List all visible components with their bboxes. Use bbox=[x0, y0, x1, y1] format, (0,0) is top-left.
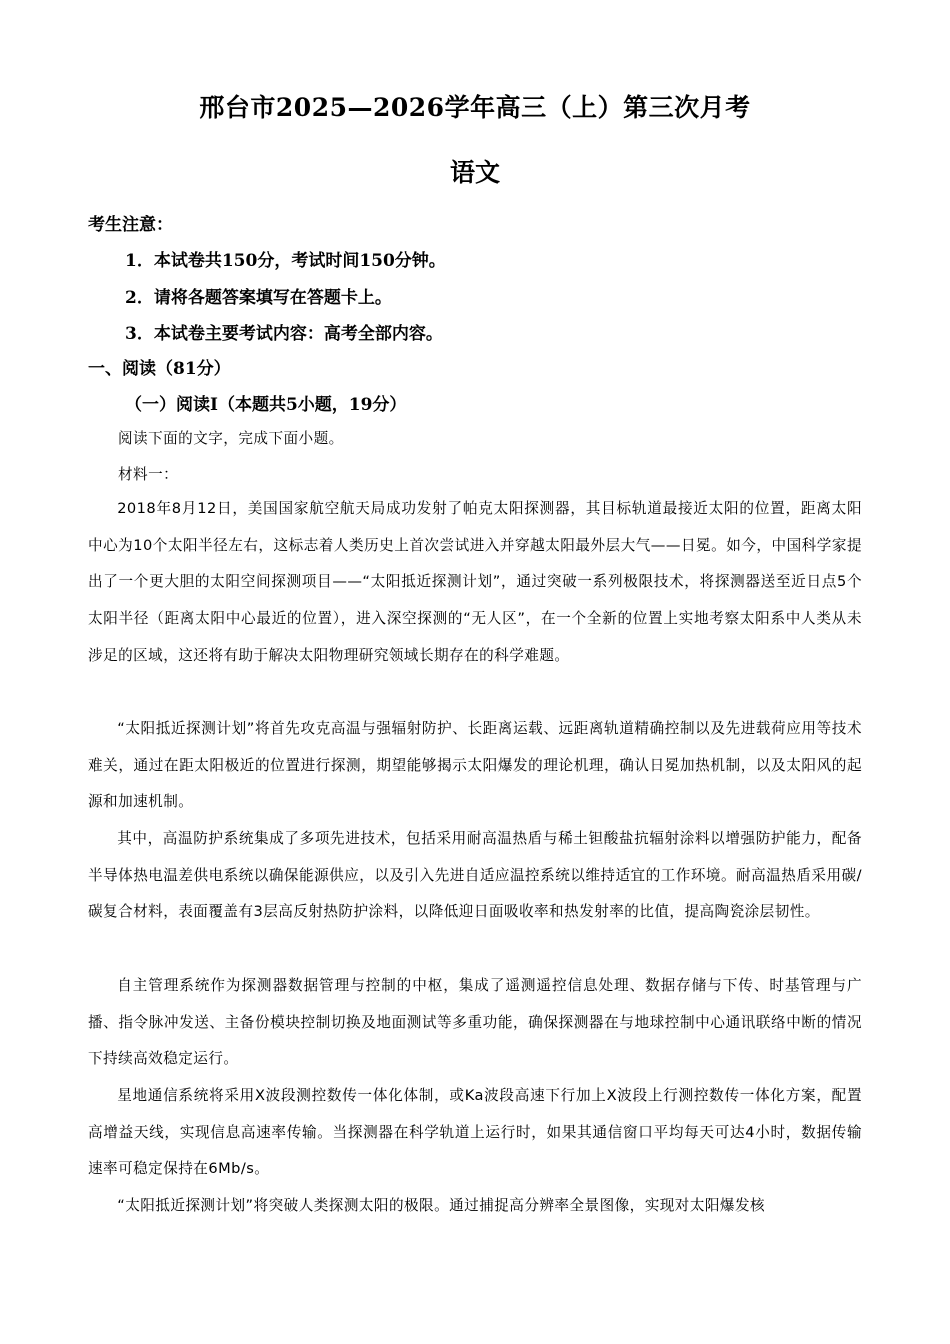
notice-item-3: 3．本试卷主要考试内容：高考全部内容。 bbox=[125, 324, 443, 344]
notice-item-1: 1．本试卷共150分，考试时间150分钟。 bbox=[125, 251, 446, 271]
paragraph-3: 其中，高温防护系统集成了多项先进技术，包括采用耐高温热盾与稀土钽酸盐抗辐射涂料以增强防护能力，配备半导体热电温差供电系统以确保能源供应，以及引入先进自适应温控系统以维持适宜的工作环境。耐高温热盾采用碳/碳复合材料，表面覆盖有3层高反射热防护涂料，以降低迎日面吸收率和热发射率的比值，提高陶瓷涂层韧性。 bbox=[88, 830, 862, 921]
paragraph-4: 自主管理系统作为探测器数据管理与控制的中枢，集成了遥测遥控信息处理、数据存储与下传、时基管理与广播、指令脉冲发送、主备份模块控制切换及地面测试等多重功能，确保探测器在与地球控制中心通讯联络中断的情况下持续高效稳定运行。 bbox=[88, 977, 862, 1068]
material-label: 材料一： bbox=[118, 466, 179, 483]
paragraph-2: “太阳抵近探测计划”将首先攻克高温与强辐射防护、长距离运载、远距离轨道精确控制以及先进载荷应用等技术难关，通过在距太阳极近的位置进行探测，期望能够揭示太阳爆发的理论机理，确认日冕加热机制，以及太阳风的起源和加速机制。 bbox=[88, 720, 862, 811]
exam-title: 邢台市2025—2026学年高三（上）第三次月考 bbox=[199, 93, 751, 122]
notice-heading: 考生注意： bbox=[88, 215, 173, 235]
section-heading: 一、阅读（81分） bbox=[88, 359, 231, 379]
paragraph-6: “太阳抵近探测计划”将突破人类探测太阳的极限。通过捕捉高分辨率全景图像，实现对太阳爆发核 bbox=[117, 1197, 766, 1214]
instruction-text: 阅读下面的文字，完成下面小题。 bbox=[118, 430, 344, 447]
notice-item-2: 2．请将各题答案填写在答题卡上。 bbox=[125, 288, 392, 308]
paragraph-1: 2018年8月12日，美国国家航空航天局成功发射了帕克太阳探测器，其目标轨道最接近太阳的位置，距离太阳中心为10个太阳半径左右，这标志着人类历史上首次尝试进入并穿越太阳最外层大气——日冕。如今，中国科学家提出了一个更大胆的太阳空间探测项目——“太阳抵近探测计划”，通过突破一系列极限技术，将探测器送至近日点5个太阳半径（距离太阳中心最近的位置），进入深空探测的“无人区”，在一个全新的位置上实地考察太阳系中人类从未涉足的区域，这还将有助于解决太阳物理研究领域长期存在的科学难题。 bbox=[88, 500, 862, 664]
paragraph-5: 星地通信系统将采用X波段测控数传一体化体制，或Ka波段高速下行加上X波段上行测控数传一体化方案，配置高增益天线，实现信息高速率传输。当探测器在科学轨道上运行时，如果其通信窗口平均每天可达4小时，数据传输速率可稳定保持在6Mb/s。 bbox=[88, 1087, 862, 1178]
section-subheading: （一）阅读Ⅰ（本题共5小题，19分） bbox=[125, 395, 407, 415]
subject-title: 语文 bbox=[449, 158, 500, 187]
